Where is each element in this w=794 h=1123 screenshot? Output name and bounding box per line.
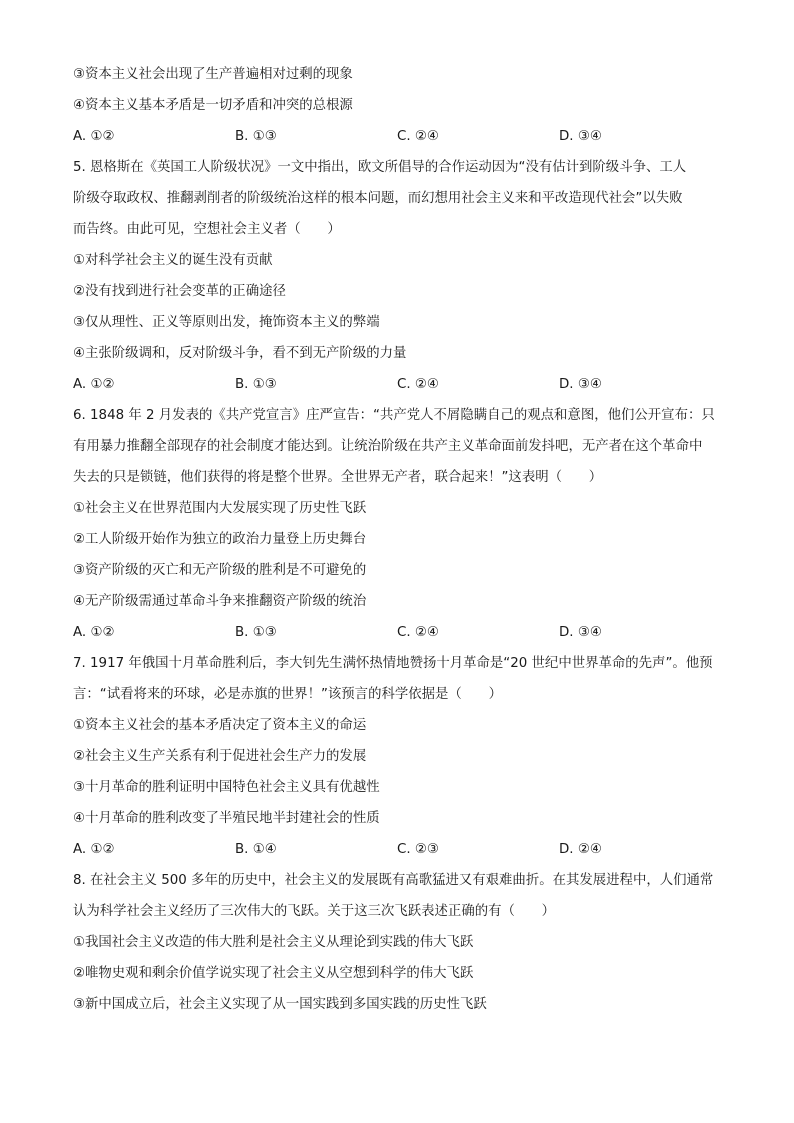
stem-line: 阶级夺取政权、推翻剥削者的阶级统治这样的根本问题，而幻想用社会主义来和平改造现代社会”以失败 [73,191,683,206]
statement-item: ②没有找到进行社会变革的正确途径 [73,284,286,299]
stem-line: 而告终。由此可见，空想社会主义者（ ） [73,222,341,237]
option-a: A. ①② [73,625,115,640]
option-d: D. ②④ [559,842,602,857]
stem-line: 认为科学社会主义经历了三次伟大的飞跃。关于这三次飞跃表述正确的有（ ） [73,904,556,919]
stem-line: 言：“试看将来的环球，必是赤旗的世界！”该预言的科学依据是（ ） [73,687,502,702]
question-4-tail [73,64,728,147]
option-b: B. ①③ [235,129,277,144]
stem-line: 8. 在社会主义 500 多年的历史中，社会主义的发展既有高歌猛进又有艰难曲折。在其发展进程中，人们通常 [73,873,714,888]
stem-line: 有用暴力推翻全部现存的社会制度才能达到。让统治阶级在共产主义革命面前发抖吧，无产者在这个革命中 [73,439,703,454]
exam-page [73,64,728,1015]
option-c: C. ②③ [397,842,439,857]
option-a: A. ①② [73,842,115,857]
option-d: D. ③④ [559,625,602,640]
question-stem [73,157,728,240]
statement-item: ①资本主义社会的基本矛盾决定了资本主义的命运 [73,718,367,733]
answer-options [73,374,728,395]
question-5 [73,157,728,395]
option-c: C. ②④ [397,377,439,392]
option-b: B. ①③ [235,377,277,392]
question-6 [73,405,728,643]
stem-line: 7. 1917 年俄国十月革命胜利后，李大钊先生满怀热情地赞扬十月革命是“20 世纪中世界革命的先声”。他预 [73,656,713,671]
statement-item: ④资本主义基本矛盾是一切矛盾和冲突的总根源 [73,98,353,113]
statement-item: ③资产阶级的灭亡和无产阶级的胜利是不可避免的 [73,563,367,578]
stem-line: 失去的只是锁链，他们获得的将是整个世界。全世界无产者，联合起来！”这表明（ ） [73,470,603,485]
answer-options [73,126,728,147]
statement-item: ①社会主义在世界范围内大发展实现了历史性飞跃 [73,501,367,516]
option-d: D. ③④ [559,377,602,392]
question-8 [73,870,728,1015]
statement-item: ③新中国成立后，社会主义实现了从一国实践到多国实践的历史性飞跃 [73,997,487,1012]
statement-item: ②工人阶级开始作为独立的政治力量登上历史舞台 [73,532,367,547]
option-b: B. ①④ [235,842,277,857]
stem-line: 6. 1848 年 2 月发表的《共产党宣言》庄严宣告：“共产党人不屑隐瞒自己的观点和意图，他们公开宣布：只 [73,408,715,423]
statement-item: ③仅从理性、正义等原则出发，掩饰资本主义的弊端 [73,315,380,330]
statement-item: ②社会主义生产关系有利于促进社会生产力的发展 [73,749,367,764]
statement-item: ①对科学社会主义的诞生没有贡献 [73,253,273,268]
answer-options [73,622,728,643]
statement-item: ①我国社会主义改造的伟大胜利是社会主义从理论到实践的伟大飞跃 [73,935,474,950]
stem-line: 5. 恩格斯在《英国工人阶级状况》一文中指出，欧文所倡导的合作运动因为“没有估计到阶级斗争、工人 [73,160,687,175]
option-a: A. ①② [73,129,115,144]
question-stem [73,870,728,922]
question-stem [73,405,728,488]
answer-options [73,839,728,860]
option-a: A. ①② [73,377,115,392]
question-stem [73,653,728,705]
option-c: C. ②④ [397,625,439,640]
statement-item: ④主张阶级调和，反对阶级斗争，看不到无产阶级的力量 [73,346,407,361]
option-d: D. ③④ [559,129,602,144]
option-b: B. ①③ [235,625,277,640]
question-7 [73,653,728,860]
statement-item: ④十月革命的胜利改变了半殖民地半封建社会的性质 [73,811,380,826]
option-c: C. ②④ [397,129,439,144]
statement-item: ③资本主义社会出现了生产普遍相对过剩的现象 [73,67,353,82]
statement-item: ③十月革命的胜利证明中国特色社会主义具有优越性 [73,780,380,795]
statement-item: ②唯物史观和剩余价值学说实现了社会主义从空想到科学的伟大飞跃 [73,966,474,981]
statement-item: ④无产阶级需通过革命斗争来推翻资产阶级的统治 [73,594,367,609]
